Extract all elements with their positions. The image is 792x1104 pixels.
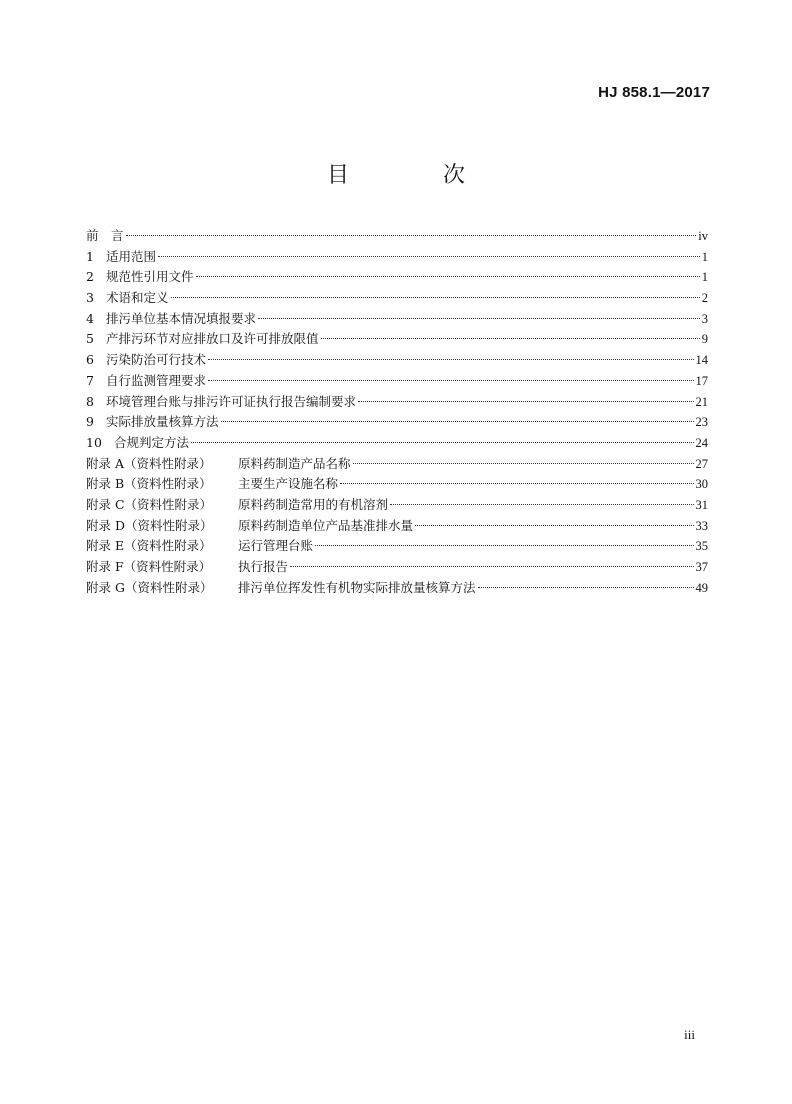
toc-entry-number: 4 [86,310,94,326]
toc-entry-label: 主要生产设施名称 [238,476,339,492]
appendix-code: 附录 B（资料性附录） [86,476,212,492]
toc-entry-label: 污染防治可行技术 [106,352,207,368]
toc-entry-foreword[interactable] [86,226,708,247]
toc-entry-number: 8 [86,393,94,409]
toc-entry-page: 3 [701,311,708,326]
toc-entry-page: 1 [701,270,708,285]
toc-entry-5[interactable] [86,329,708,350]
toc-dot-leader [208,380,693,381]
toc-appendix-c[interactable] [86,495,708,516]
toc-dot-leader [478,587,694,588]
toc-entry-page: 49 [695,580,708,595]
appendix-code: 附录 C（资料性附录） [86,496,213,512]
toc-entry-page: 17 [695,373,708,388]
toc-dot-leader [353,463,694,464]
toc-entry-number: 9 [86,414,94,430]
toc-entry-label: 原料药制造单位产品基准排水量 [238,517,414,533]
toc-dot-leader [208,359,693,360]
toc-entry-page: 23 [695,415,708,430]
toc-entry-page: 30 [695,477,708,492]
standard-code: HJ 858.1—2017 [598,84,710,101]
toc-entry-2[interactable] [86,267,708,288]
toc-entry-label: 排污单位挥发性有机物实际排放量核算方法 [238,579,476,595]
appendix-code: 附录 G（资料性附录） [86,579,213,595]
toc-dot-leader [221,421,694,422]
toc-entry-label: 实际排放量核算方法 [106,414,219,430]
toc-appendix-d[interactable] [86,516,708,537]
toc-entry-number: 5 [86,331,94,347]
toc-entry-6[interactable] [86,350,708,371]
toc-entry-page: 33 [695,518,708,533]
toc-entry-number: 10 [86,434,102,450]
toc-entry-label: 产排污环节对应排放口及许可排放限值 [106,331,319,347]
toc-entry-4[interactable] [86,309,708,330]
toc-title: 目 次 [326,163,501,188]
toc-entry-label: 排污单位基本情况填报要求 [106,310,257,326]
toc-entry-number: 3 [86,290,94,306]
toc-entry-page: 9 [701,332,708,347]
toc-dot-leader [315,545,693,546]
toc-entry-number: 6 [86,352,94,368]
toc-entry-label: 前 言 [86,228,124,243]
toc-entry-label: 原料药制造产品名称 [238,455,351,471]
toc-entry-page: 1 [701,249,708,264]
toc-dot-leader [126,235,697,236]
toc-entry-number: 7 [86,372,94,388]
toc-entry-page: iv [698,229,708,243]
toc-entry-label: 执行报告 [238,559,289,574]
toc-appendix-e[interactable] [86,536,708,557]
toc-dot-leader [321,338,700,339]
toc-dot-leader [290,566,693,567]
toc-entry-page: 37 [695,560,708,574]
toc-entry-9[interactable] [86,412,708,433]
table-of-contents [86,226,708,598]
toc-entry-3[interactable] [86,288,708,309]
toc-appendix-b[interactable] [86,474,708,495]
toc-dot-leader [196,276,700,277]
toc-entry-page: 35 [695,539,708,554]
toc-entry-label: 运行管理台账 [238,538,314,554]
toc-entry-number: 1 [86,248,94,264]
toc-entry-7[interactable] [86,371,708,392]
toc-appendix-f[interactable] [86,557,708,578]
toc-dot-leader [158,256,700,257]
toc-dot-leader [258,318,700,319]
toc-appendix-g[interactable] [86,578,708,599]
toc-dot-leader [415,525,693,526]
toc-entry-8[interactable] [86,392,708,413]
toc-entry-1[interactable] [86,247,708,268]
toc-entry-label: 自行监测管理要求 [106,372,207,388]
page-number: iii [684,1027,695,1042]
appendix-code: 附录 E（资料性附录） [86,538,212,554]
toc-entry-number: 2 [86,269,94,285]
toc-dot-leader [358,401,693,402]
toc-dot-leader [191,442,693,443]
toc-dot-leader [390,504,693,505]
appendix-code: 附录 D（资料性附录） [86,517,213,533]
toc-entry-page: 31 [695,497,708,512]
toc-entry-label: 合规判定方法 [114,434,190,450]
toc-dot-leader [171,297,700,298]
toc-appendix-a[interactable] [86,454,708,475]
toc-entry-page: 27 [695,456,708,471]
appendix-code: 附录 F（资料性附录） [86,559,212,574]
toc-entry-label: 适用范围 [106,248,157,264]
toc-entry-label: 环境管理台账与排污许可证执行报告编制要求 [106,393,357,409]
toc-entry-page: 14 [695,353,708,368]
toc-dot-leader [340,483,693,484]
toc-entry-page: 21 [695,394,708,409]
toc-entry-label: 术语和定义 [106,290,169,306]
toc-entry-page: 2 [701,291,708,306]
toc-entry-label: 规范性引用文件 [106,269,194,285]
toc-entry-page: 24 [695,435,708,450]
appendix-code: 附录 A（资料性附录） [86,455,212,471]
toc-entry-10[interactable] [86,433,708,454]
toc-entry-label: 原料药制造常用的有机溶剂 [238,496,389,512]
